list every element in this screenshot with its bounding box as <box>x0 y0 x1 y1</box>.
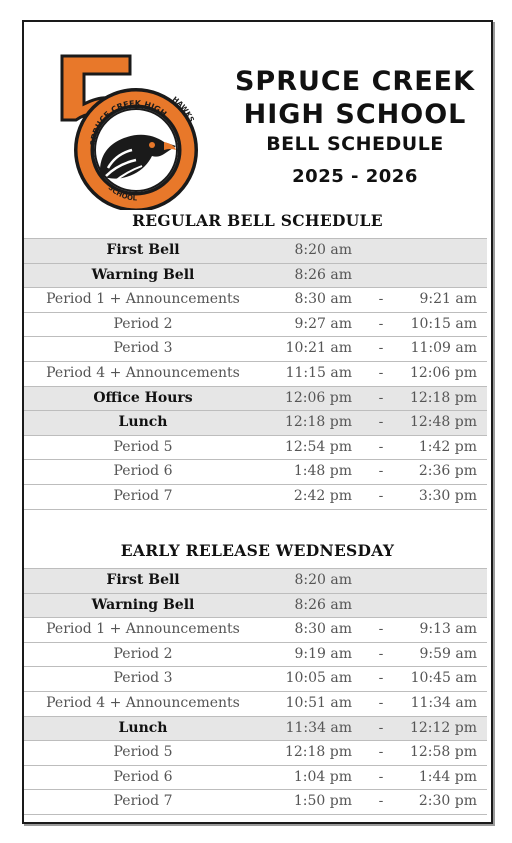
start-time: 2:42 pm <box>293 487 352 504</box>
period-name: First Bell <box>106 572 180 588</box>
table-row <box>24 568 487 593</box>
start-time: 8:30 am <box>294 621 352 638</box>
table-row <box>24 716 487 741</box>
end-time: 12:58 pm <box>409 744 477 761</box>
regular-schedule-table <box>24 238 487 510</box>
start-time: 12:54 pm <box>284 438 352 455</box>
school-50th-logo <box>54 50 214 210</box>
schedule-subtitle: BELL SCHEDULE <box>266 133 444 155</box>
period-name: Warning Bell <box>91 266 195 283</box>
time-dash: - <box>378 744 384 761</box>
start-time: 11:34 am <box>285 719 352 736</box>
period-name: Period 4 + Announcements <box>46 694 240 711</box>
start-time: 8:20 am <box>294 572 352 588</box>
school-name-line1: SPRUCE CREEK <box>234 66 476 97</box>
time-dash: - <box>378 645 384 662</box>
table-row <box>24 691 487 716</box>
table-row <box>24 435 487 460</box>
time-dash: - <box>378 694 384 711</box>
early-release-title: EARLY RELEASE WEDNESDAY <box>120 541 395 560</box>
start-time: 10:51 am <box>285 694 352 711</box>
table-row <box>24 484 487 510</box>
table-row <box>24 666 487 691</box>
logo-ring-text-side: HAWKS <box>170 95 196 124</box>
period-name: Lunch <box>118 719 168 736</box>
start-time: 8:20 am <box>294 242 352 258</box>
time-dash: - <box>378 719 384 736</box>
table-row <box>24 740 487 765</box>
time-dash: - <box>378 768 384 785</box>
table-row <box>24 789 487 815</box>
start-time: 10:05 am <box>285 670 352 687</box>
time-dash: - <box>378 364 384 381</box>
table-row <box>24 617 487 642</box>
period-name: Period 3 <box>113 340 173 357</box>
start-time: 10:21 am <box>285 340 352 357</box>
table-row <box>24 361 487 386</box>
early-release-table <box>24 568 487 815</box>
table-row <box>24 238 487 263</box>
end-time: 9:13 am <box>419 621 477 638</box>
start-time: 12:18 pm <box>284 414 352 431</box>
table-row <box>24 386 487 411</box>
start-time: 9:19 am <box>294 645 352 662</box>
period-name: Period 5 <box>113 438 173 455</box>
period-name: First Bell <box>106 242 180 258</box>
end-time: 12:18 pm <box>409 389 477 406</box>
table-row <box>24 312 487 337</box>
period-name: Period 1 + Announcements <box>46 291 240 308</box>
table-row <box>24 765 487 790</box>
period-name: Period 2 <box>113 645 173 662</box>
time-dash: - <box>378 389 384 406</box>
time-dash: - <box>378 793 384 810</box>
period-name: Period 1 + Announcements <box>46 621 240 638</box>
table-row <box>24 459 487 484</box>
start-time: 8:26 am <box>294 596 352 613</box>
start-time: 1:04 pm <box>293 768 352 785</box>
end-time: 1:44 pm <box>418 768 477 785</box>
end-time: 9:21 am <box>419 291 477 308</box>
time-dash: - <box>378 487 384 504</box>
start-time: 9:27 am <box>294 315 352 332</box>
start-time: 8:30 am <box>294 291 352 308</box>
table-row <box>24 263 487 288</box>
start-time: 1:50 pm <box>293 793 352 810</box>
time-dash: - <box>378 291 384 308</box>
period-name: Lunch <box>118 414 168 431</box>
table-row <box>24 410 487 435</box>
table-row <box>24 287 487 312</box>
period-name: Period 2 <box>113 315 173 332</box>
end-time: 10:45 am <box>410 670 477 687</box>
period-name: Period 4 + Announcements <box>46 364 240 381</box>
end-time: 1:42 pm <box>418 438 477 455</box>
period-name: Period 7 <box>113 487 173 504</box>
start-time: 11:15 am <box>285 364 352 381</box>
time-dash: - <box>378 670 384 687</box>
period-name: Period 6 <box>113 768 173 785</box>
end-time: 12:48 pm <box>409 414 477 431</box>
regular-schedule-title: REGULAR BELL SCHEDULE <box>132 211 383 230</box>
time-dash: - <box>378 621 384 638</box>
end-time: 2:30 pm <box>418 793 477 810</box>
end-time: 11:34 am <box>410 694 477 711</box>
end-time: 2:36 pm <box>418 463 477 480</box>
end-time: 3:30 pm <box>418 487 477 504</box>
schedule-card <box>22 20 493 824</box>
time-dash: - <box>378 438 384 455</box>
end-time: 9:59 am <box>419 645 477 662</box>
start-time: 1:48 pm <box>293 463 352 480</box>
period-name: Period 7 <box>113 793 173 810</box>
time-dash: - <box>378 414 384 431</box>
logo-ring-text-bottom: SCHOOL <box>106 183 138 203</box>
period-name: Period 6 <box>113 463 173 480</box>
table-row <box>24 593 487 618</box>
time-dash: - <box>378 315 384 332</box>
start-time: 12:06 pm <box>284 389 352 406</box>
start-time: 12:18 pm <box>284 744 352 761</box>
period-name: Period 5 <box>113 744 173 761</box>
time-dash: - <box>378 340 384 357</box>
logo-ring-text-top: SPRUCE CREEK HIGH <box>88 98 169 147</box>
table-row <box>24 336 487 361</box>
end-time: 12:12 pm <box>409 719 477 736</box>
period-name: Warning Bell <box>91 596 195 613</box>
start-time: 8:26 am <box>294 266 352 283</box>
end-time: 12:06 pm <box>409 364 477 381</box>
period-name: Period 3 <box>113 670 173 687</box>
time-dash: - <box>378 463 384 480</box>
school-name-line2: HIGH SCHOOL <box>243 99 467 130</box>
period-name: Office Hours <box>93 389 193 406</box>
end-time: 10:15 am <box>410 315 477 332</box>
end-time: 11:09 am <box>410 340 477 357</box>
table-row <box>24 642 487 667</box>
school-year: 2025 - 2026 <box>292 166 418 187</box>
